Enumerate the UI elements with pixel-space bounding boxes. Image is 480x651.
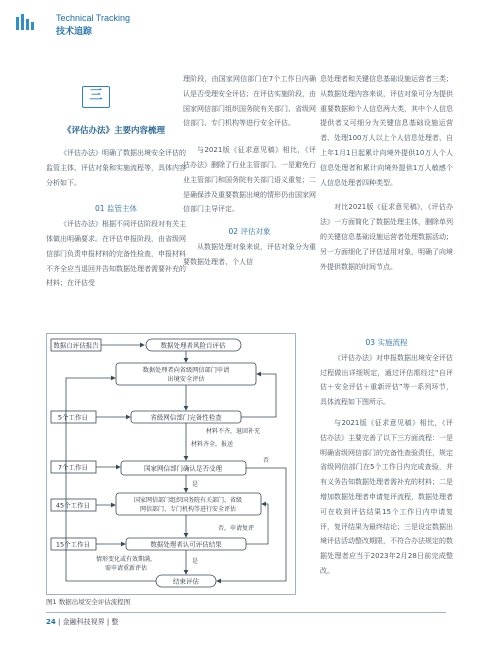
label-15days: 15个工作日	[55, 540, 91, 549]
subsection-1-text: 《评估办法》根据不同评估阶段对有关主体做出明确要求。在评估申报阶段，由省级网信部门负责申报材料的完备性检查，申报材料不齐全应当退回并告知数据处理者需要补充的材料；在评估受	[46, 220, 186, 288]
box-assess-label-1: 国家网信部门组织国务院有关部门、省级	[133, 497, 243, 504]
label-no: 否	[262, 457, 270, 464]
box-apply-label-2: 出境安全评估	[167, 376, 205, 383]
label-5days: 5个工作日	[57, 413, 89, 422]
column-3-paragraph-1: 息处理者和关键信息基础设施运营者三类；从数据处理内容来说，评估对象可分为提供重要数据和个人信息两大类，其中个人信息提供者又可细分为关键信息基础设施运营者、处理100万人以上个人信息处理者、自上年1月1日起累计向境外提供10万人个人信息处理者和累计向境外提供1万人敏感个人信息处理者四种类型。	[320, 75, 453, 187]
box-apply-label-1: 数据处理者向省级网信部门申请	[142, 367, 230, 374]
column-2-paragraph-2: 与2021版《征求意见稿》相比，《评估办法》删除了行业主管部门。一是避免行业主管部门和国务院有关部门语义重复；二是确保涉及重要数据出境的情形仍由国家网信部门主导评定。	[183, 146, 316, 214]
label-yes2: 是	[192, 558, 199, 565]
header-title-cn: 技术追踪	[56, 27, 93, 37]
box-approve-label: 数据处理者认可评估结果	[150, 540, 222, 549]
column-1	[46, 146, 186, 291]
footer-sep-2: |	[106, 618, 112, 626]
box-report-label: 数据自评估报告	[53, 341, 99, 350]
header-title-en: Technical Tracking	[56, 13, 131, 23]
column-3-lower	[320, 336, 453, 579]
flowchart	[46, 333, 296, 595]
box-accept-label: 国家网信部门确认是否受理	[144, 464, 222, 473]
note-change-1: 情形变化或有效期满，	[95, 556, 157, 563]
note-missing: 材料不齐，退回补充	[206, 428, 261, 435]
label-7days: 7个工作日	[57, 463, 89, 472]
section-title: 《评估办法》主要内容梳理	[62, 126, 165, 136]
journal-name: 金融科技视界	[62, 618, 105, 626]
note-change-2: 需申请重新评估	[104, 565, 148, 572]
column-3-paragraph-2: 对比2021版《征求意见稿》，《评估办法》一方面简化了数据处理主体，删除单列的关键信息基础设施运营者处理数据活动；另一方面细化了评估适用对象，明确了向境外提供数据的时间节点。	[320, 203, 453, 271]
note-complete: 材料齐全，报送	[191, 441, 234, 448]
box-check-label: 省级网信部门完备性检查	[150, 413, 222, 422]
subsection-3-paragraph-1: 《评估办法》对申报数据出境安全评估过程做出详细规定，通过评估需经过“自评估＋安全评估＋重新评估”等一系列环节，具体流程如下图所示。	[320, 353, 453, 407]
box-self-label: 数据处理者风险自评估	[160, 341, 226, 350]
column-2-paragraph-1: 理阶段，由国家网信部门在7个工作日内确认是否受理安全评估；在评估实施阶段，由国家网信部门组织国务院有关部门、省级网信部门、专门机构等进行安全评估。	[183, 75, 316, 128]
page-number: 24	[46, 618, 56, 626]
subsection-3-title: 03 实施流程	[365, 338, 408, 347]
intro-paragraph: 《评估办法》明确了数据出境安全评估的监管主体、评估对象和实施流程等，具体内容分析如下。	[46, 149, 186, 187]
footer-sep-1: |	[57, 618, 63, 626]
column-3	[320, 72, 453, 274]
issue-label: 整	[111, 618, 119, 626]
column-2	[183, 72, 316, 270]
subsection-1-title: 01 监管主体	[95, 204, 137, 214]
subsection-2-title: 02 评估对象	[228, 227, 271, 237]
subsection-2-text: 从数据处理对象来说，评估对象分为重要数据处理者、个人信	[183, 242, 316, 266]
label-45days: 45个工作日	[55, 501, 91, 510]
section-number: 三	[82, 86, 110, 108]
box-assess-label-2: 网信部门、专门机构等进行安全评估	[139, 506, 237, 513]
header-bars-icon	[16, 14, 46, 30]
page-footer	[46, 617, 118, 627]
subsection-3-paragraph-2: 与2021版《征求意见稿》相比，《评估办法》主要完善了以下三方面流程：一是明确省级网信部门的完备性查验责任，规定省级网信部门在5个工作日内完成查验，并有义务告知数据处理者需补充的材料；二是增加数据处理者申请复评流程，数据处理者可在收到评估结果15个工作日内申请复评，复评结果为最终结论；三是设定数据出境评估活动整改期限，不符合办法规定的数据处理者应当于2023年2月28日前完成整改。	[320, 418, 453, 575]
section-header	[8, 8, 208, 48]
footer-rule	[46, 612, 446, 613]
box-end-label: 结束评估	[173, 577, 199, 586]
figure-caption: 图1 数据出境安全评估流程图	[46, 598, 131, 606]
label-yes: 是	[192, 481, 199, 488]
note-review: 否，申请复评	[218, 525, 255, 532]
